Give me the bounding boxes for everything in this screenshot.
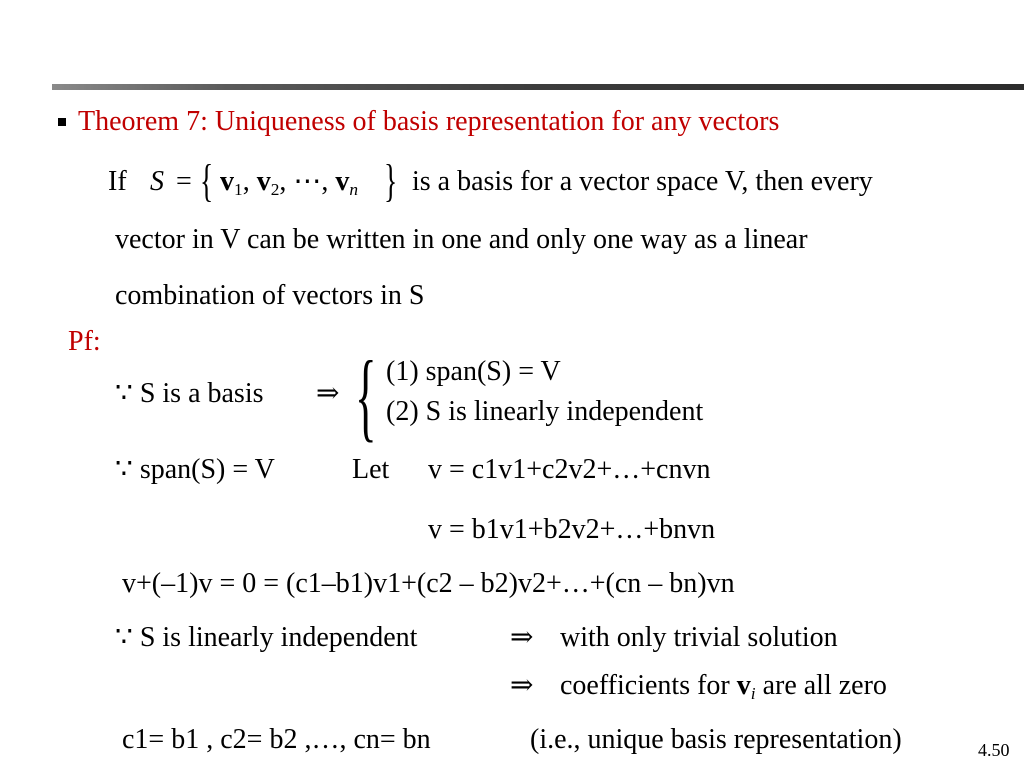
- statement-line-3: combination of vectors in S: [115, 280, 425, 311]
- right-brace: }: [384, 155, 398, 206]
- page-number: 4.50: [978, 740, 1010, 760]
- equals-sign: =: [176, 166, 192, 197]
- implies-arrow-1: ⇒: [316, 378, 340, 409]
- equation-c: v = c1v1+c2v2+…+cnvn: [428, 454, 711, 485]
- equation-b: v = b1v1+b2v2+…+bnvn: [428, 514, 716, 545]
- set-S: S: [150, 166, 164, 197]
- result-coefficients: coefficients for $v_i$ are all zero: [560, 670, 887, 703]
- statement-line-2: vector in V can be written in one and only one way as a linear: [115, 224, 808, 255]
- bullet-square: [58, 118, 66, 126]
- big-left-brace: {: [355, 340, 377, 451]
- because-independent: ∵ S is linearly independent: [115, 622, 418, 653]
- left-brace: {: [200, 155, 214, 206]
- implies-arrow-2: ⇒: [510, 622, 534, 653]
- result-trivial: with only trivial solution: [560, 622, 838, 653]
- because-basis: ∵ S is a basis: [115, 378, 264, 409]
- theorem-title: Theorem 7: Uniqueness of basis representation for any vectors: [78, 106, 780, 137]
- statement-line-1: is a basis for a vector space V, then every: [412, 166, 873, 197]
- set-elements: $v_1$, $v_2$, ⋯, $v_n$: [220, 166, 359, 199]
- condition-span: (1) span(S) = V: [386, 356, 561, 387]
- conclusion-text: (i.e., unique basis representation): [530, 724, 902, 755]
- implies-arrow-3: ⇒: [510, 670, 534, 701]
- if-word: If: [108, 166, 127, 197]
- because-span: ∵ span(S) = V: [115, 454, 275, 485]
- proof-label: Pf:: [68, 326, 101, 357]
- equation-difference: v+(–1)v = 0 = (c1–b1)v1+(c2 – b2)v2+…+(cn – bn)vn: [122, 568, 735, 599]
- condition-independent: (2) S is linearly independent: [386, 396, 704, 427]
- equation-equal-coefficients: c1= b1 , c2= b2 ,…, cn= bn: [122, 724, 431, 755]
- title-rule: [52, 84, 1024, 90]
- let-word: Let: [352, 454, 390, 485]
